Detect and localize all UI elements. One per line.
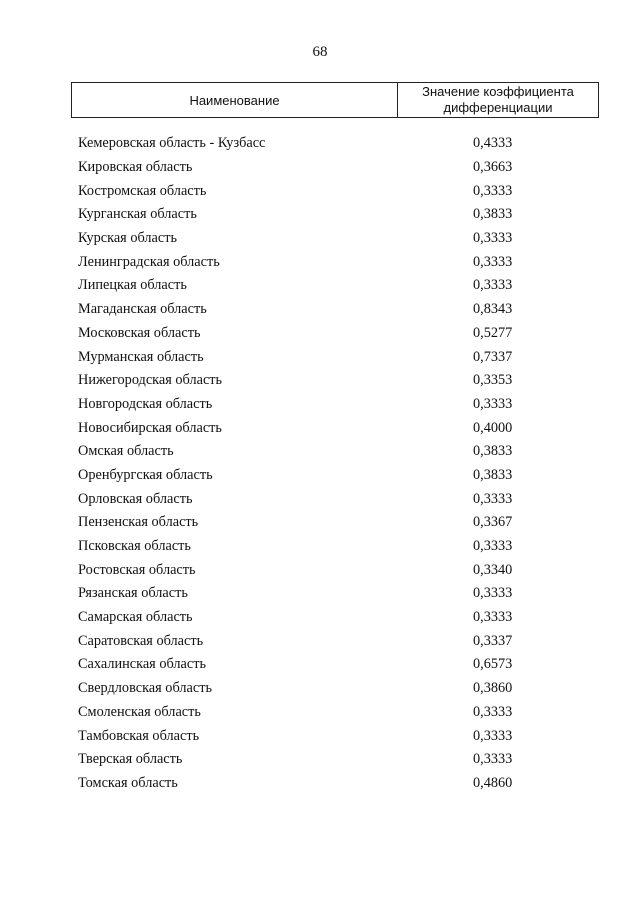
coefficient-value: 0,3333 bbox=[473, 182, 513, 199]
region-name: Омская область bbox=[78, 443, 174, 460]
page-number: 68 bbox=[312, 44, 328, 60]
region-name: Сахалинская область bbox=[78, 656, 206, 673]
header-value-column: Значение коэффициента дифференциации bbox=[422, 84, 574, 115]
table-row bbox=[78, 416, 600, 440]
table-row bbox=[78, 701, 600, 725]
table-row bbox=[78, 274, 600, 298]
region-name: Магаданская область bbox=[78, 301, 207, 318]
region-name: Липецкая область bbox=[78, 277, 187, 294]
table-row bbox=[78, 322, 600, 346]
region-name: Тамбовская область bbox=[78, 727, 200, 744]
coefficient-value: 0,3333 bbox=[473, 751, 513, 768]
region-name: Нижегородская область bbox=[78, 372, 223, 389]
region-name: Смоленская область bbox=[78, 703, 201, 720]
coefficient-value: 0,7337 bbox=[473, 348, 513, 365]
coefficient-table-body bbox=[78, 132, 600, 795]
region-name: Кемеровская область - Кузбасс bbox=[78, 135, 266, 152]
table-row bbox=[78, 653, 600, 677]
region-name: Московская область bbox=[78, 324, 201, 341]
table-row bbox=[78, 582, 600, 606]
table-row bbox=[78, 250, 600, 274]
coefficient-value: 0,4000 bbox=[473, 419, 513, 436]
table-row bbox=[78, 535, 600, 559]
region-name: Саратовская область bbox=[78, 632, 204, 649]
coefficient-value: 0,3333 bbox=[473, 277, 513, 294]
table-row bbox=[78, 203, 600, 227]
region-name: Тверская область bbox=[78, 751, 183, 768]
table-row bbox=[78, 369, 600, 393]
coefficient-value: 0,3337 bbox=[473, 632, 513, 649]
region-name: Курганская область bbox=[78, 206, 197, 223]
coefficient-value: 0,3860 bbox=[473, 680, 513, 697]
coefficient-value: 0,3367 bbox=[473, 514, 513, 531]
table-row bbox=[78, 393, 600, 417]
coefficient-value: 0,8343 bbox=[473, 301, 513, 318]
table-row bbox=[78, 464, 600, 488]
table-row bbox=[78, 772, 600, 796]
region-name: Новгородская область bbox=[78, 395, 213, 412]
table-row bbox=[78, 179, 600, 203]
region-name: Орловская область bbox=[78, 490, 193, 507]
coefficient-value: 0,3340 bbox=[473, 561, 513, 578]
coefficient-value: 0,3333 bbox=[473, 253, 513, 270]
region-name: Рязанская область bbox=[78, 585, 188, 602]
table-header bbox=[71, 82, 599, 118]
region-name: Самарская область bbox=[78, 609, 193, 626]
coefficient-value: 0,4860 bbox=[473, 774, 513, 791]
region-name: Псковская область bbox=[78, 538, 191, 555]
coefficient-value: 0,3333 bbox=[473, 585, 513, 602]
table-row bbox=[78, 677, 600, 701]
coefficient-value: 0,3333 bbox=[473, 538, 513, 555]
region-name: Томская область bbox=[78, 774, 178, 791]
table-row bbox=[78, 511, 600, 535]
region-name: Новосибирская область bbox=[78, 419, 222, 436]
coefficient-value: 0,3833 bbox=[473, 443, 513, 460]
table-row bbox=[78, 156, 600, 180]
table-row bbox=[78, 345, 600, 369]
region-name: Свердловская область bbox=[78, 680, 212, 697]
coefficient-value: 0,3333 bbox=[473, 395, 513, 412]
coefficient-value: 0,3833 bbox=[473, 466, 513, 483]
coefficient-value: 0,3333 bbox=[473, 727, 513, 744]
table-row bbox=[78, 606, 600, 630]
region-name: Пензенская область bbox=[78, 514, 199, 531]
coefficient-value: 0,3333 bbox=[473, 609, 513, 626]
table-row bbox=[78, 487, 600, 511]
region-name: Ленинградская область bbox=[78, 253, 220, 270]
coefficient-value: 0,3353 bbox=[473, 372, 513, 389]
region-name: Кировская область bbox=[78, 159, 193, 176]
coefficient-value: 0,5277 bbox=[473, 324, 513, 341]
coefficient-value: 0,6573 bbox=[473, 656, 513, 673]
coefficient-value: 0,3333 bbox=[473, 490, 513, 507]
region-name: Костромская область bbox=[78, 182, 207, 199]
table-row bbox=[78, 440, 600, 464]
coefficient-value: 0,3333 bbox=[473, 703, 513, 720]
table-row bbox=[78, 298, 600, 322]
coefficient-value: 0,3333 bbox=[473, 230, 513, 247]
table-row bbox=[78, 227, 600, 251]
table-row bbox=[78, 132, 600, 156]
coefficient-value: 0,3833 bbox=[473, 206, 513, 223]
coefficient-value: 0,3663 bbox=[473, 159, 513, 176]
region-name: Ростовская область bbox=[78, 561, 196, 578]
table-row bbox=[78, 558, 600, 582]
region-name: Оренбургская область bbox=[78, 466, 213, 483]
header-name-column: Наименование bbox=[72, 83, 398, 117]
region-name: Курская область bbox=[78, 230, 177, 247]
region-name: Мурманская область bbox=[78, 348, 204, 365]
table-row bbox=[78, 629, 600, 653]
coefficient-value: 0,4333 bbox=[473, 135, 513, 152]
table-row bbox=[78, 748, 600, 772]
table-row bbox=[78, 724, 600, 748]
